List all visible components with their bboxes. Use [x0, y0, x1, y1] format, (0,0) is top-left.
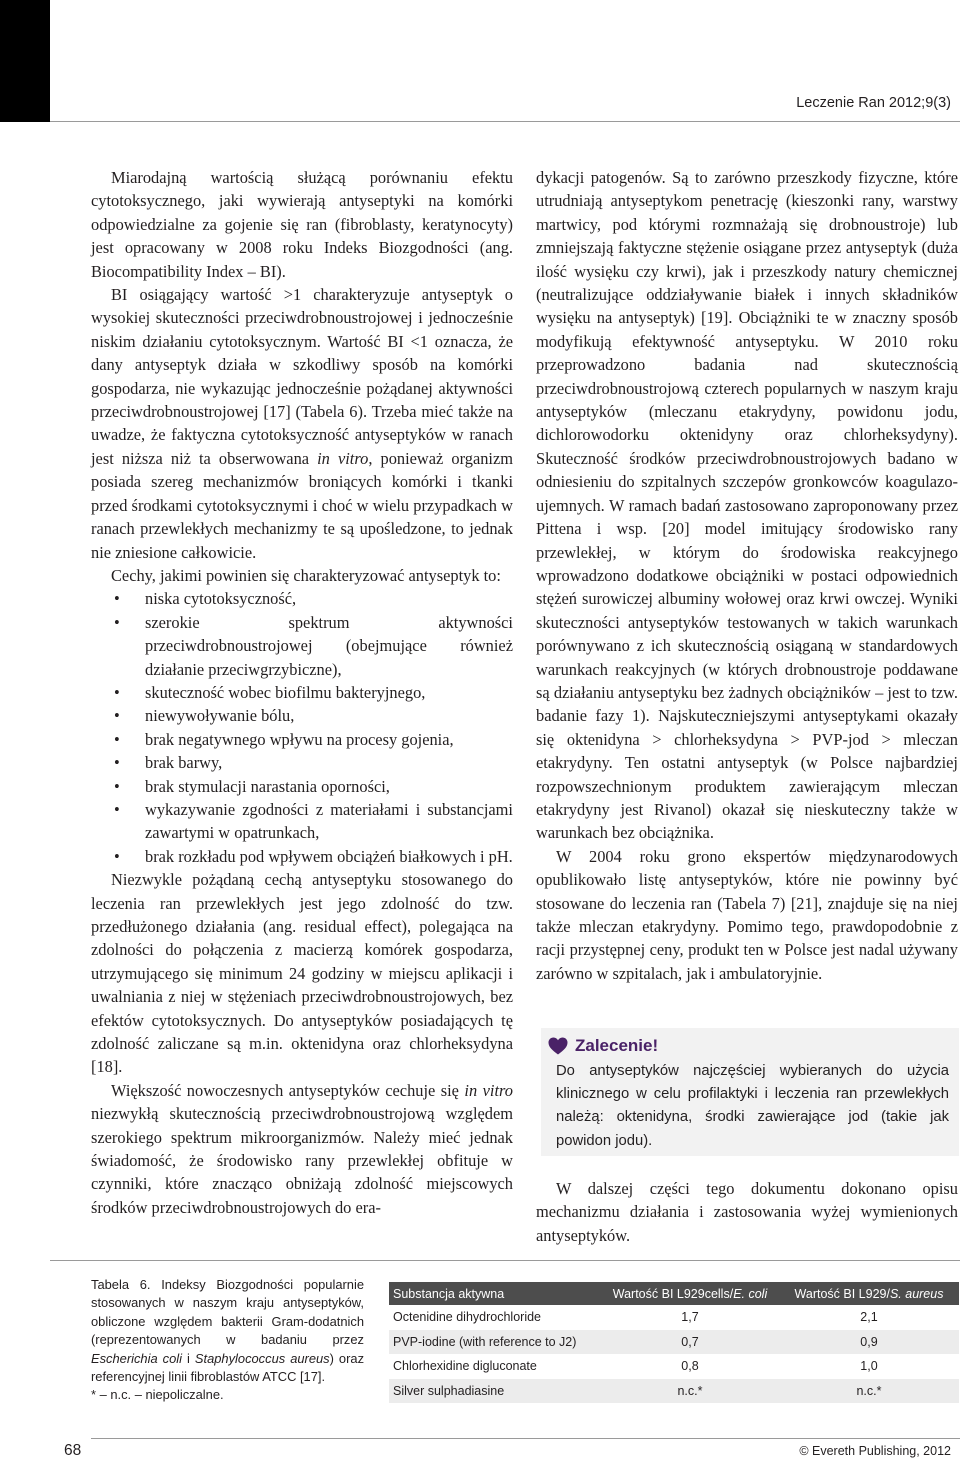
caption-label: Tabela 6. — [91, 1277, 151, 1292]
paragraph — [91, 283, 513, 564]
table-cell: Octenidine dihydrochloride — [389, 1305, 601, 1330]
list-item: • brak negatywnego wpływu na procesy gojenia, — [91, 728, 513, 751]
page-number: 68 — [64, 1442, 82, 1459]
table-cell: n.c.* — [779, 1379, 959, 1404]
copyright: © Evereth Publishing, 2012 — [799, 1444, 951, 1458]
table-row — [389, 1379, 959, 1404]
table-cell: 0,8 — [601, 1354, 779, 1379]
header-italic: E. coli — [733, 1286, 768, 1301]
list-item: • wykazywanie zgodności z materiałami i substancjami zawartymi w opatrunkach, — [91, 798, 513, 845]
text-run: BI osiągający wartość >1 charakteryzuje antyseptyk o wysokiej skuteczności przeciwdrobnoustrojowej i jednocześnie niskim działaniu cytotoksycznym. Wartość BI <1 oznacza, że dany antyseptyk działa w szkodliwy sposób na komórki gospodarza, nie wykazując jednocześnie pożądanej aktywności przeciwdrobnoustrojowej [17] (Tabela 6). Trzeba mieć także na uwadze, że faktyczna cytotoksyczność antyseptyków w ranach jest niższa niż ta obserwowana — [91, 285, 513, 468]
closing-paragraph: W dalszej części tego dokumentu dokonano opisu mechanizmu działania i zastosowania wyżej wymienionych antyseptyków. — [536, 1179, 958, 1245]
caption-note: * – n.c. – niepoliczalne. — [91, 1387, 224, 1403]
recommendation-text: Do antyseptyków najczęściej wybieranych do użycia klinicznego w celu profilaktyki i leczenia ran przewlekłych należą: oktenidyna, środki zawierające jod (takie jak powidon jodu). — [556, 1063, 949, 1149]
running-header: Leczenie Ran 2012;9(3) — [796, 95, 951, 111]
list-item: • brak stymulacji narastania oporności, — [91, 775, 513, 798]
heart-icon — [548, 1037, 568, 1055]
caption-text: i — [182, 1350, 195, 1366]
list-item: • skuteczność wobec biofilmu bakteryjnego, — [91, 681, 513, 704]
text-run: niezwykłą skutecznością przeciwdrobnoustrojową względem szerokiego spektrum mikroorganizmów. Należy mieć jednak świadomość, że środowisko rany przewlekłej obfituje w czynniki, które znacząco obniżają zdolność miejscowych środków przeciwdrobnoustrojowych do era- — [91, 1104, 513, 1217]
header-cell — [779, 1282, 959, 1305]
italic-term: in vitro — [317, 448, 369, 468]
table-cell: Chlorhexidine digluconate — [389, 1354, 601, 1379]
list-item: • niska cytotoksyczność, — [91, 587, 513, 610]
species-name: Staphylococcus aureus — [194, 1350, 330, 1366]
recommendation-box — [541, 1028, 959, 1156]
list-item: • szerokie spektrum aktywności przeciwdrobnoustrojowej (obejmujące również działanie przeciwgrzybiczne), — [91, 611, 513, 681]
paragraph: dykacji patogenów. Są to zarówno przeszkody fizyczne, które utrudniają antyseptykom penetrację (kieszonki rany, warstwy martwicy, pod którymi rozmnażają się drobnoustroje) lub zmniejszają faktyczne stężenie osiągane przez antyseptyk (duża ilość wysięku czy krwi), jak i przeszkody natury chemicznej (neutralizujące oddziaływanie białek i innych składników wysięku na antyseptyk) [19]. Obciążniki te w znaczny sposób modyfikują efektywność antyseptyku. W 2010 roku przeprowadzono badania nad skutecznością przeciwdrobnoustrojową czterech popularnych w naszym kraju antyseptyków (mleczanu etakrydyny, powidonu jodu, dichlorowodorku oktenidyny oraz chlorheksydyny). Skuteczność środków przeciwdrobnoustrojowych badano w odniesieniu do szpitalnych szczepów gronkowców koagulazo-ujemnych. W ramach badań zastosowano zaproponowany przez Pittena i wsp. [20] model imitujący środowisko rany przewlekłej, w którym do środowiska reakcyjnego wprowadzono dodatkowe obciążniki w postaci odpowiednich stężeń surowiczej albuminy wołowej oraz krwi owczej. Wyniki skuteczności antyseptyków testowanych w takich warunkach porównywano z ich skutecznością osiąganą w standardowych warunkach reakcyjnych (w których drobnoustroje poddawane są działaniu antyseptyku bez żadnych obciążników – jest to tzw. badanie fazy 1). Najskuteczniejszymi antyseptykami okazały się oktenidyna > chlorheksydyna > PVP-jod > mleczan etakrydyny. Ten ostatni antyseptyk (w Polsce najbardziej rozpowszechnionym produktem zawierającym mleczan etakrydyny jest Rivanol) okazał się nieskuteczny także w warunkach bez obciążnika. — [536, 168, 958, 843]
table-cell: 2,1 — [779, 1305, 959, 1330]
table-cell: 1,0 — [779, 1354, 959, 1379]
species-name: Escherichia coli — [91, 1350, 182, 1366]
header-rule — [50, 121, 960, 122]
paragraph: W 2004 roku grono ekspertów międzynarodowych opublikowało listę antyseptyków, które nie powinny być stosowane do leczenia ran (Tabela 7) [21], znajduje się na niej także mleczan etakrydyny. Pomimo tego, prawdopodobnie z racji przystępnej ceny, produkt ten w Polsce jest nadal używany zarówno w szpitalach, jak i ambulatoryjnie. — [536, 846, 958, 983]
header-text: Wartość BI L929cells/ — [612, 1286, 734, 1301]
table-row — [389, 1330, 959, 1355]
table-header-row — [389, 1282, 959, 1305]
footer-rule — [91, 1438, 960, 1439]
paragraph: Niezwykle pożądaną cechą antyseptyku stosowanego do leczenia ran przewlekłych jest jego zdolność do tzw. przedłużonego działania (ang. residual effect), polegająca na zdolności do połączenia z macierzą komórek gospodarza, utrzymującego się minimum 24 godziny w miejscu aplikacji i uwalniania z niej w stężeniach przeciwdrobnoustrojowych, bez efektów cytotoksycznych. Do antyseptyków posiadających tę zdolność zaliczane są m.in. oktenidyna oraz chlorheksydyna [18]. — [91, 870, 513, 1077]
list-item: • brak rozkładu pod wpływem obciążeń białkowych i pH. — [91, 845, 513, 868]
table-rule — [50, 1260, 960, 1261]
header-cell — [601, 1282, 779, 1305]
table-row — [389, 1305, 959, 1330]
paragraph — [91, 1079, 513, 1219]
table-cell: PVP-iodine (with reference to J2) — [389, 1330, 601, 1355]
italic-term: in vitro — [464, 1080, 513, 1100]
table-caption — [91, 1276, 364, 1405]
feature-list — [91, 587, 513, 868]
header-text: Wartość BI L929/ — [794, 1286, 890, 1301]
table-cell: 0,9 — [779, 1330, 959, 1355]
recommendation-title: Zalecenie! — [575, 1036, 659, 1055]
header-italic: S. aureus — [889, 1286, 944, 1301]
table-cell: n.c.* — [601, 1379, 779, 1404]
left-column — [91, 166, 513, 1219]
list-item: • brak barwy, — [91, 751, 513, 774]
right-column — [536, 166, 958, 985]
text-run: Większość nowoczesnych antyseptyków cechuje się — [111, 1080, 465, 1100]
table-row — [389, 1354, 959, 1379]
list-item: • niewywoływanie bólu, — [91, 704, 513, 727]
caption-text: Indeksy Biozgodności popularnie stosowanych w naszym kraju antyseptyków, obliczone względem bakterii Gram-dodatnich (reprezentowanych w badaniu przez — [91, 1277, 364, 1348]
table-cell: Silver sulphadiasine — [389, 1379, 601, 1404]
recommendation-header — [548, 1036, 658, 1056]
table-cell: 0,7 — [601, 1330, 779, 1355]
table-cell: 1,7 — [601, 1305, 779, 1330]
paragraph: Cechy, jakimi powinien się charakteryzować antyseptyk to: — [111, 565, 501, 585]
corner-mark — [0, 0, 50, 122]
text-run: , ponieważ organizm posiada szereg mechanizmów broniących komórki i tkanki przed środkami cytotoksycznymi i choć w wielu przypadkach w ranach przewlekłych mechanizmy te są upośledzone, to jednak nie zniesione całkowicie. — [91, 448, 513, 562]
caption-text: ) oraz referencyjnej linii fibroblastów ATCC [17]. — [91, 1350, 365, 1385]
bi-table — [389, 1282, 959, 1404]
paragraph: Miarodajną wartością służącą porównaniu efektu cytotoksycznego, jaki wywierają antyseptyki na komórki odpowiedzialne za gojenie się ran (fibroblasty, keratynocyty) jest opracowany w 2008 roku Indeks Biozgodności (ang. Biocompatibility Index – BI). — [91, 168, 513, 281]
header-cell: Substancja aktywna — [389, 1282, 601, 1305]
